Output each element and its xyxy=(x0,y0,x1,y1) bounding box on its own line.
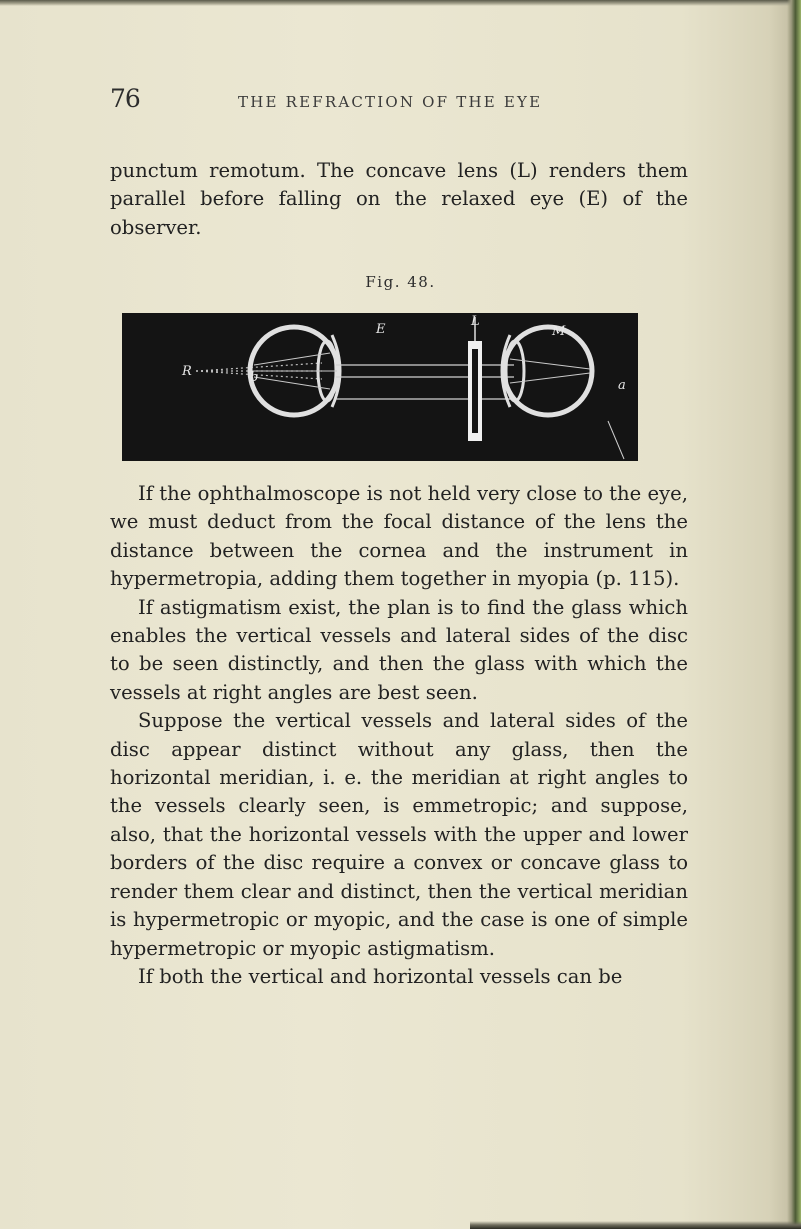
paragraph-5: If both the vertical and horizontal vessels can be xyxy=(138,964,623,988)
label-m: M xyxy=(552,324,566,339)
label-b: b xyxy=(250,370,259,385)
figure-48 xyxy=(122,313,638,461)
page-bottom-shadow xyxy=(470,1221,801,1229)
page-top-shadow xyxy=(0,0,801,6)
text-block-top xyxy=(110,157,688,242)
page-header xyxy=(110,84,710,124)
running-head: THE REFRACTION OF THE EYE xyxy=(238,93,543,111)
label-r: R xyxy=(182,364,192,379)
paragraph-3: If astigmatism exist, the plan is to find the glass which enables the vertical vessels and lateral sides of the disc to be seen distinctly, and then the glass with which the vessels at right angles are best seen. xyxy=(110,595,688,704)
page-binding-edge xyxy=(787,0,801,1229)
label-e: E xyxy=(376,322,386,337)
label-a: a xyxy=(618,378,626,393)
figure-caption: Fig. 48. xyxy=(365,273,436,291)
paragraph-1: punctum remotum. The concave lens (L) renders them parallel before falling on the relaxed eye (E) of the observer. xyxy=(110,159,688,239)
label-l: L xyxy=(471,314,480,329)
paragraph-2: If the ophthalmoscope is not held very close to the eye, we must deduct from the focal distance of the lens the distance between the cornea and the instrument in hypermetropia, adding them together in myopia (p. 115). xyxy=(110,482,688,591)
figure-illustration xyxy=(122,313,638,461)
page-number: 76 xyxy=(110,84,140,113)
paragraph-4: Suppose the vertical vessels and lateral sides of the disc appear distinct without any glass, then the horizontal meridian, i. e. the meridian at right angles to the vessels clearly seen, is emmetropic; and suppose, also, that the horizontal vessels with the upper and lower borders of the disc require a convex or concave glass to render them clear and distinct, then the vertical meridian is hypermetropic or myopic, and the case is one of simple hypermetropic or myopic astigmatism. xyxy=(110,709,688,960)
text-block-bottom xyxy=(110,480,688,991)
